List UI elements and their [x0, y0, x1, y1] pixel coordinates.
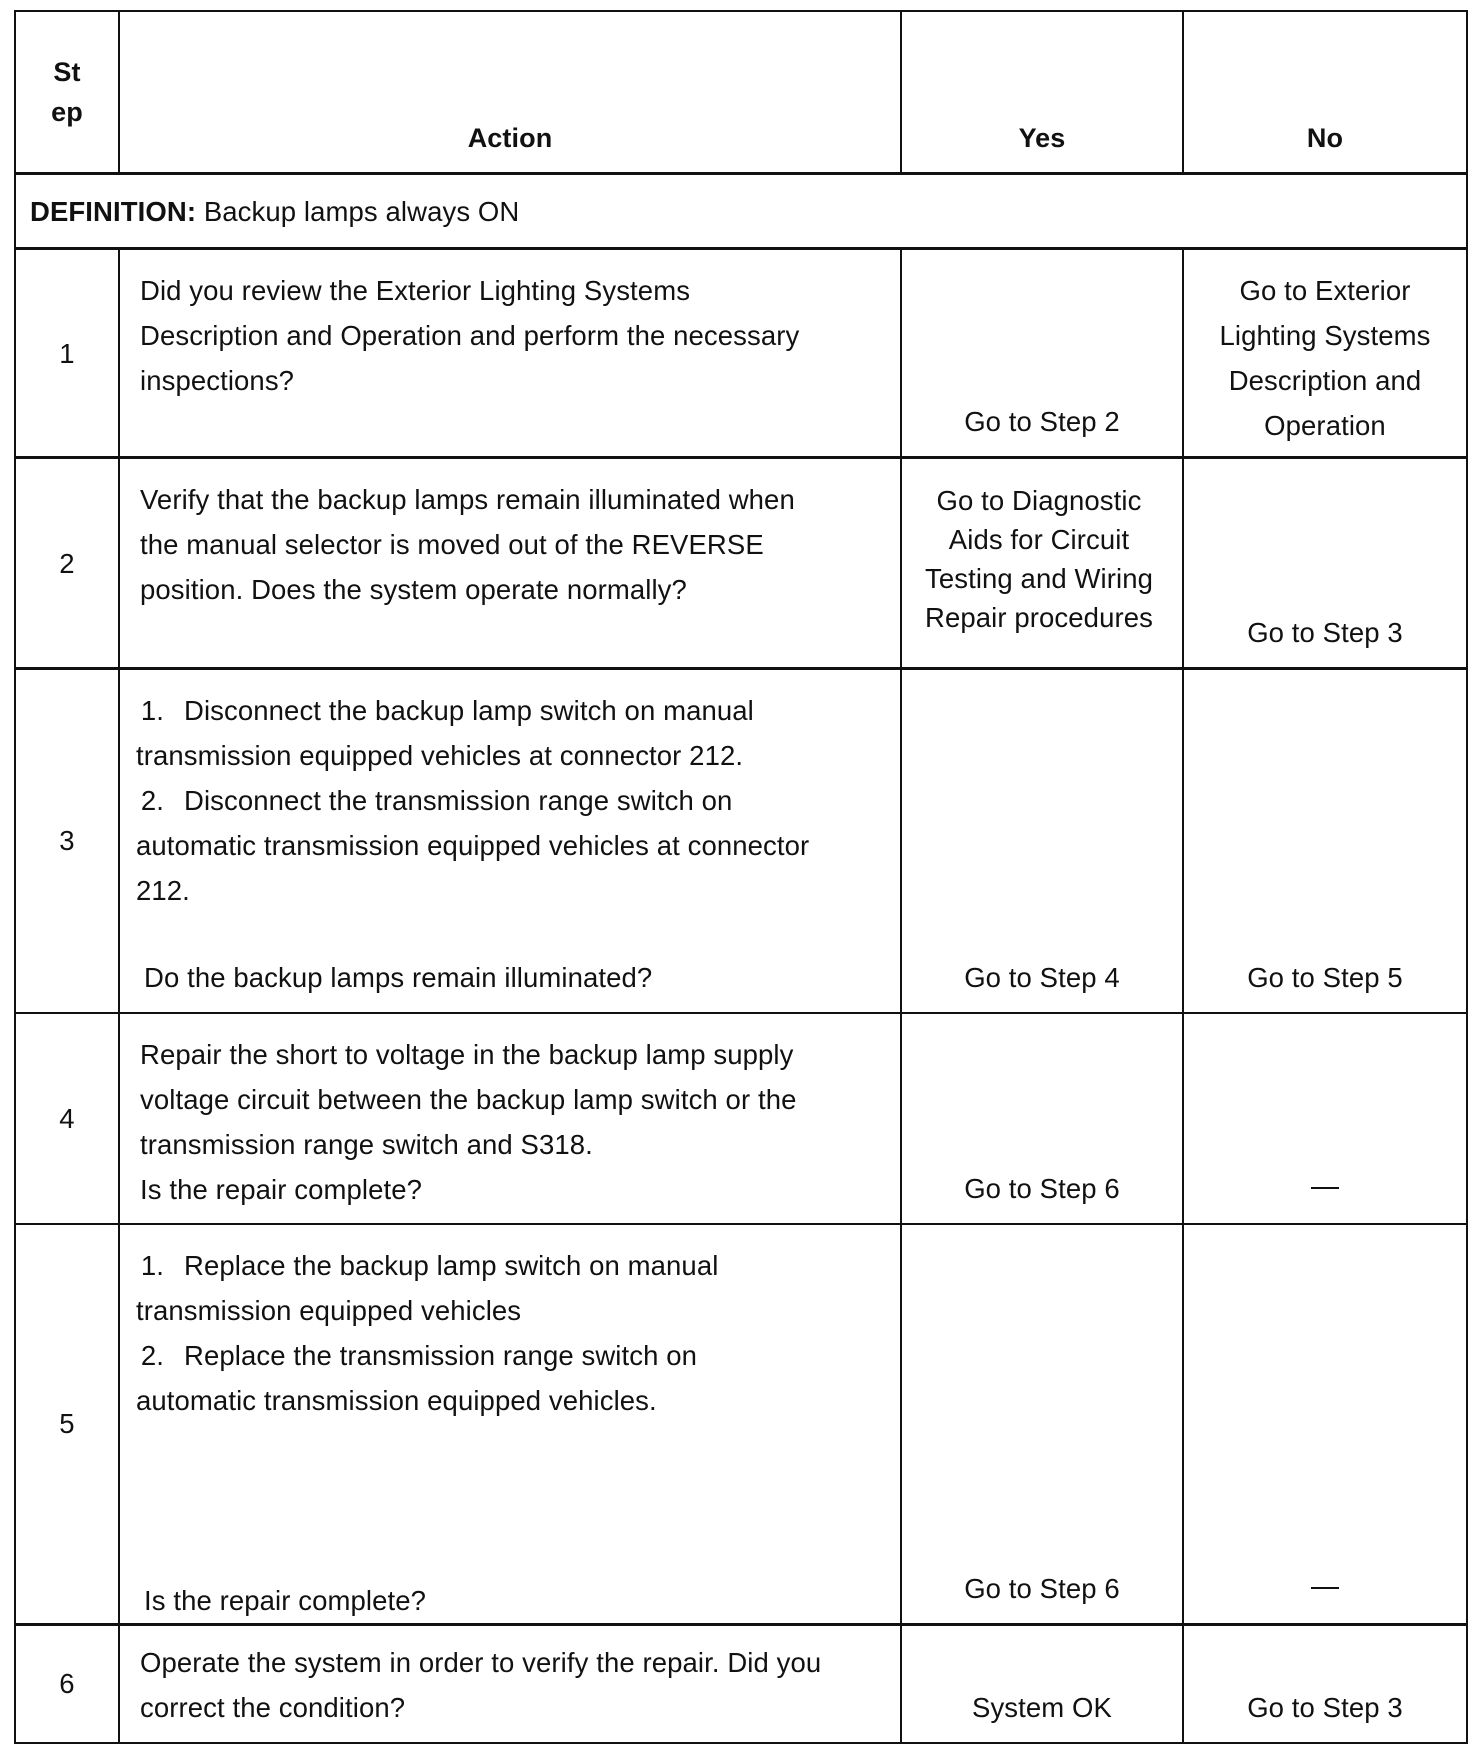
header-row: [15, 11, 1467, 174]
question-text: Is the repair complete?: [144, 1584, 427, 1616]
table-row: [15, 1624, 1467, 1743]
table-row: [15, 669, 1467, 1013]
list-item: [136, 1333, 890, 1378]
yes-line: Repair procedures: [925, 602, 1153, 633]
step-number: 5: [15, 1224, 119, 1625]
step-number: 2: [15, 458, 119, 669]
no-cell: Go to Step 3: [1183, 1624, 1467, 1743]
action-cell: [119, 458, 901, 669]
list-item-number: 1.: [140, 695, 164, 726]
table-row: [15, 1224, 1467, 1625]
yes-cell: Go to Step 6: [901, 1224, 1183, 1625]
list-item-text: Replace the backup lamp switch on manual: [184, 1249, 719, 1281]
action-line: correct the condition?: [140, 1691, 406, 1723]
step-number: 6: [15, 1624, 119, 1743]
list-item-continuation: transmission equipped vehicles: [136, 1294, 522, 1326]
no-line: Operation: [1264, 410, 1386, 441]
list-item-continuation: 212.: [136, 875, 190, 906]
header-step-line2: ep: [51, 97, 83, 127]
table-row: [15, 249, 1467, 458]
action-cell: [119, 1013, 901, 1224]
no-cell: [1183, 249, 1467, 458]
action-line: Description and Operation and perform the necessary: [140, 320, 800, 351]
question-text: Do the backup lamps remain illuminated?: [144, 962, 653, 993]
spacer: [136, 1423, 890, 1578]
action-cell: [119, 669, 901, 1013]
action-line: Verify that the backup lamps remain illuminated when: [140, 484, 795, 515]
no-cell: [1183, 1224, 1467, 1625]
no-line: Description and: [1228, 365, 1422, 396]
list-item-number: 2.: [140, 785, 164, 816]
header-yes: Yes: [901, 11, 1183, 174]
header-step-line1: St: [53, 57, 81, 87]
no-cell: Go to Step 5: [1183, 669, 1467, 1013]
list-item-number: 1.: [140, 1249, 164, 1281]
action-line: Is the repair complete?: [140, 1173, 423, 1205]
yes-cell: Go to Step 6: [901, 1013, 1183, 1224]
diagnostic-table: [14, 10, 1468, 1744]
action-line: the manual selector is moved out of the REVERSE: [140, 529, 764, 560]
list-item-continuation: transmission equipped vehicles at connector 212.: [136, 740, 744, 771]
action-line: position. Does the system operate normally?: [140, 574, 687, 605]
list-item-continuation: automatic transmission equipped vehicles at connector: [136, 830, 810, 861]
yes-line: Aids for Circuit: [948, 524, 1130, 555]
no-line: Go to Exterior: [1239, 275, 1411, 306]
yes-text: [902, 459, 1182, 637]
header-no: No: [1183, 11, 1467, 174]
em-dash-mark: [1311, 1587, 1339, 1589]
action-cell: [119, 1624, 901, 1743]
definition-row: [15, 174, 1467, 249]
action-line: Repair the short to voltage in the backup lamp supply: [140, 1038, 794, 1070]
no-line: Lighting Systems: [1219, 320, 1431, 351]
list-item-number: 2.: [140, 1339, 164, 1371]
action-line: inspections?: [140, 365, 295, 396]
step-number: 3: [15, 669, 119, 1013]
list-item-text: Disconnect the backup lamp switch on manual: [184, 695, 754, 726]
header-action: Action: [119, 11, 901, 174]
yes-line: Go to Diagnostic: [936, 485, 1142, 516]
step-number: 4: [15, 1013, 119, 1224]
definition-cell: [15, 174, 1467, 249]
yes-cell: Go to Step 4: [901, 669, 1183, 1013]
action-line: Operate the system in order to verify the repair. Did you: [140, 1646, 822, 1678]
list-item-text: Replace the transmission range switch on: [184, 1339, 698, 1371]
list-item-continuation: automatic transmission equipped vehicles.: [136, 1384, 657, 1416]
diagnostic-table-page: [14, 10, 1466, 1724]
spacer: [136, 913, 890, 955]
definition-label: DEFINITION:: [30, 195, 197, 227]
list-item: [136, 1243, 890, 1288]
table-row: [15, 458, 1467, 669]
yes-line: Testing and Wiring: [924, 563, 1154, 594]
list-item: [136, 778, 890, 823]
no-cell: Go to Step 3: [1183, 458, 1467, 669]
yes-cell: System OK: [901, 1624, 1183, 1743]
list-item: [136, 688, 890, 733]
header-step: [15, 11, 119, 174]
definition-text: Backup lamps always ON: [203, 195, 520, 227]
action-cell: [119, 1224, 901, 1625]
yes-cell: [901, 458, 1183, 669]
yes-cell: Go to Step 2: [901, 249, 1183, 458]
step-number: 1: [15, 249, 119, 458]
em-dash-mark: [1311, 1187, 1339, 1189]
action-line: voltage circuit between the backup lamp switch or the: [140, 1083, 797, 1115]
list-item-text: Disconnect the transmission range switch on: [184, 785, 733, 816]
no-cell: [1183, 1013, 1467, 1224]
action-line: transmission range switch and S318.: [140, 1128, 593, 1160]
action-line: Did you review the Exterior Lighting Systems: [140, 275, 691, 306]
action-cell: [119, 249, 901, 458]
table-row: [15, 1013, 1467, 1224]
